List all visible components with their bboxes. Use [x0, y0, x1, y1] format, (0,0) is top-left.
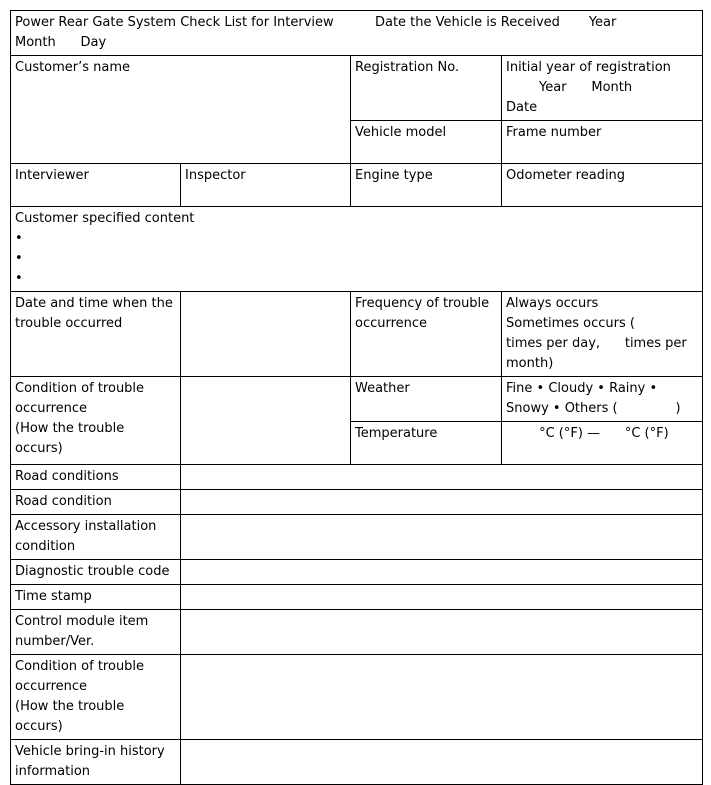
dtc-value-cell [181, 560, 703, 585]
time-stamp-label-cell [11, 585, 181, 610]
road-conditions-label-cell [11, 465, 181, 490]
condition-label: Condition of trouble occurrence [15, 381, 149, 416]
road-condition-label-cell [11, 490, 181, 515]
accessory-label: Accessory installation condition [15, 519, 161, 554]
frame-number-cell [502, 121, 703, 164]
dtc-label: Diagnostic trouble code [15, 564, 170, 579]
bullet-item: • [15, 231, 23, 246]
condition-repeat-how: (How the trouble occurs) [15, 699, 129, 734]
customer-name-cell [11, 56, 351, 164]
frequency-label-cell [351, 292, 502, 377]
interview-checklist-table [10, 10, 703, 785]
inspector-cell [181, 164, 351, 207]
time-stamp-label: Time stamp [15, 589, 92, 604]
control-module-label-cell [11, 610, 181, 655]
frequency-sometimes: Sometimes occurs ( [506, 316, 635, 331]
inspector-label: Inspector [185, 168, 246, 183]
frequency-always: Always occurs [506, 296, 599, 311]
accessory-value-cell [181, 515, 703, 560]
condition-label-cell [11, 377, 181, 465]
date-received-month-day: Month Day [15, 35, 107, 50]
checklist-header [11, 11, 703, 56]
condition-repeat-label: Condition of trouble occurrence [15, 659, 149, 694]
road-conditions-value-cell [181, 465, 703, 490]
road-condition-value-cell [181, 490, 703, 515]
frame-number-label: Frame number [506, 125, 602, 140]
trouble-datetime-value-cell [181, 292, 351, 377]
registration-no-cell [351, 56, 502, 121]
condition-value-cell [181, 377, 351, 465]
registration-no-label: Registration No. [355, 60, 460, 75]
frequency-times: times per day, times per month) [506, 336, 691, 371]
condition-repeat-label-cell [11, 655, 181, 740]
bullet-item: • [15, 251, 23, 266]
customer-content-cell [11, 207, 703, 292]
engine-type-label: Engine type [355, 168, 433, 183]
condition-how: (How the trouble occurs) [15, 421, 129, 456]
customer-name-label: Customer’s name [15, 60, 131, 75]
weather-others: Snowy • Others ( ) [506, 401, 681, 416]
interviewer-label: Interviewer [15, 168, 89, 183]
control-module-value-cell [181, 610, 703, 655]
weather-label: Weather [355, 381, 410, 396]
history-label: Vehicle bring-in history information [15, 744, 169, 779]
frequency-label: Frequency of trouble occurrence [355, 296, 494, 331]
initial-year-cell [502, 56, 703, 121]
weather-options-cell [502, 377, 703, 422]
odometer-cell [502, 164, 703, 207]
vehicle-model-cell [351, 121, 502, 164]
odometer-label: Odometer reading [506, 168, 626, 183]
accessory-label-cell [11, 515, 181, 560]
temperature-range: °C (°F) — °C (°F) [506, 426, 669, 441]
time-stamp-value-cell [181, 585, 703, 610]
engine-type-cell [351, 164, 502, 207]
interviewer-cell [11, 164, 181, 207]
history-label-cell [11, 740, 181, 785]
initial-year-year-month: Year Month [506, 80, 633, 95]
frequency-options-cell [502, 292, 703, 377]
history-value-cell [181, 740, 703, 785]
temperature-label-cell [351, 422, 502, 465]
dtc-label-cell [11, 560, 181, 585]
temperature-label: Temperature [355, 426, 438, 441]
vehicle-model-label: Vehicle model [355, 125, 447, 140]
initial-year-label: Initial year of registration [506, 60, 671, 75]
trouble-datetime-label-cell [11, 292, 181, 377]
control-module-label: Control module item number/Ver. [15, 614, 153, 649]
weather-label-cell [351, 377, 502, 422]
trouble-datetime-label: Date and time when the trouble occurred [15, 296, 178, 331]
condition-repeat-value-cell [181, 655, 703, 740]
checklist-title: Power Rear Gate System Check List for Interview Date the Vehicle is Received Year [15, 15, 617, 30]
temperature-value-cell [502, 422, 703, 465]
initial-year-date: Date [506, 100, 538, 115]
customer-content-label: Customer specified content [15, 211, 195, 226]
road-conditions-label: Road conditions [15, 469, 119, 484]
road-condition-label: Road condition [15, 494, 112, 509]
bullet-item: • [15, 271, 23, 286]
weather-options: Fine • Cloudy • Rainy • [506, 381, 658, 396]
